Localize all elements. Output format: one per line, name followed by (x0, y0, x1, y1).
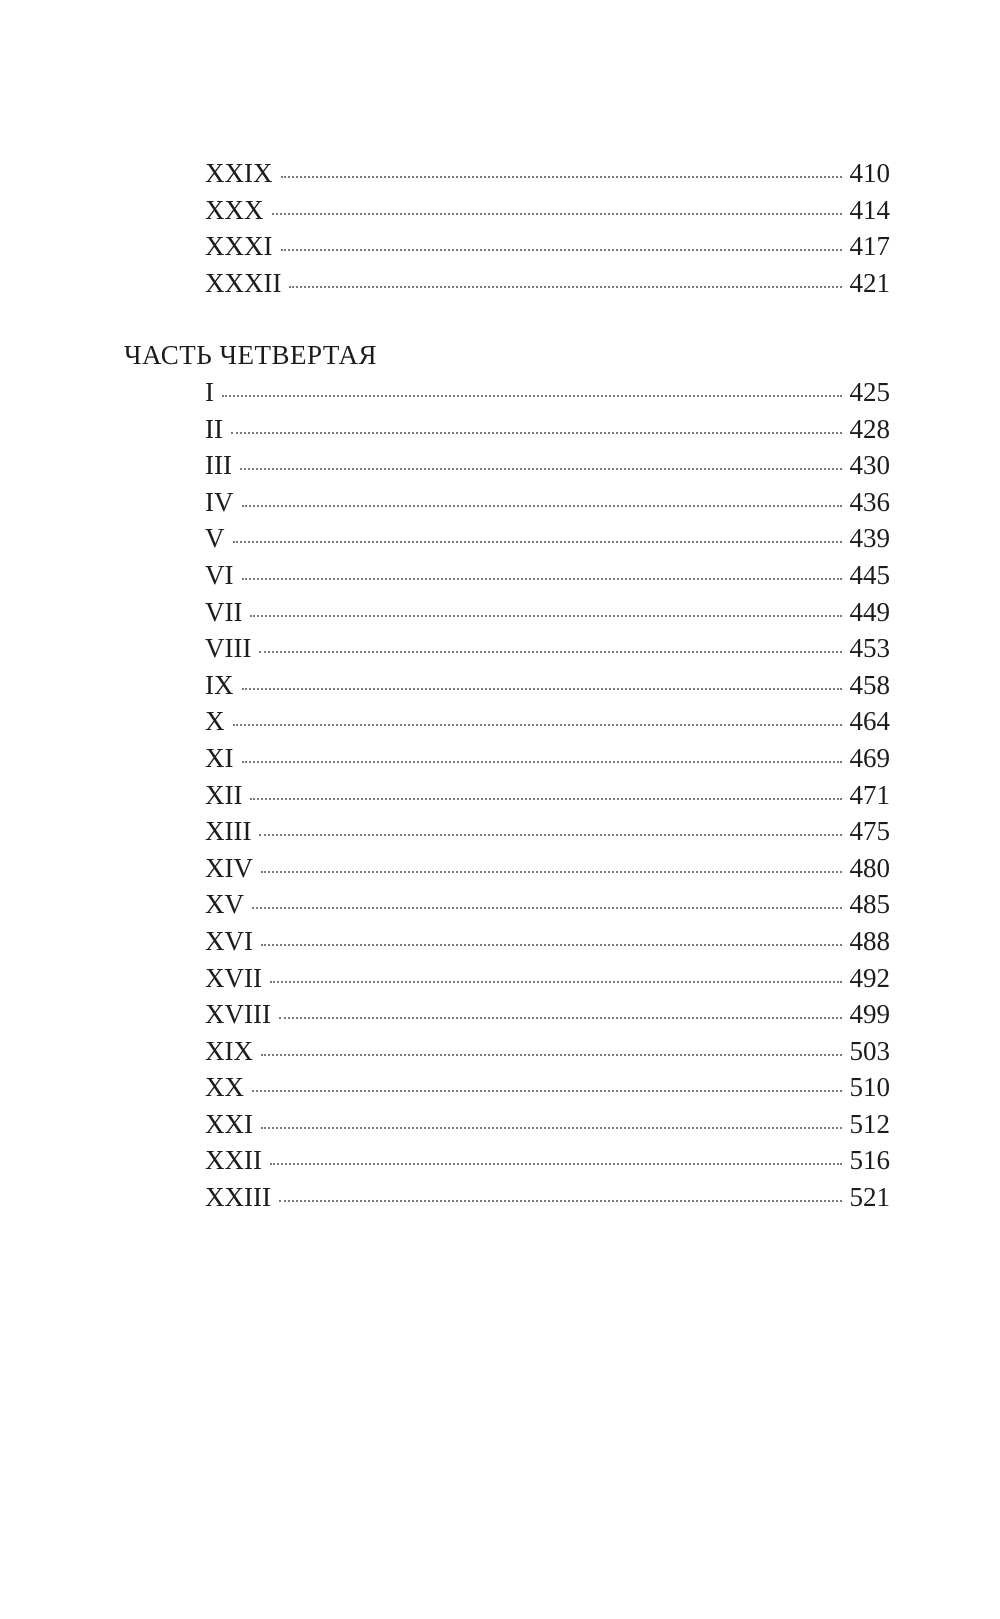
toc-entry (205, 484, 890, 521)
toc-entry (205, 192, 890, 229)
dot-leader (261, 944, 842, 946)
toc-entry-label: VII (205, 596, 243, 627)
toc-entry (205, 1033, 890, 1070)
toc-entry-page: 499 (849, 999, 890, 1030)
toc-entry (205, 813, 890, 850)
dot-leader (279, 1200, 842, 1202)
toc-entry-label: IV (205, 486, 234, 517)
toc-entry (205, 155, 890, 192)
toc-entry-page: 439 (849, 523, 890, 554)
toc-entry-page: 475 (849, 816, 890, 847)
toc-entry-label: XI (205, 742, 234, 773)
toc-entry-page: 510 (849, 1072, 890, 1103)
toc-entry (205, 557, 890, 594)
toc-entry-page: 421 (849, 267, 890, 298)
dot-leader (242, 688, 842, 690)
toc-entry-label: XXI (205, 1108, 253, 1139)
dot-leader (240, 468, 842, 470)
toc-entry (205, 740, 890, 777)
toc-entry-label: XV (205, 889, 244, 920)
toc-entry (205, 520, 890, 557)
toc-entry-label: V (205, 523, 225, 554)
dot-leader (250, 615, 841, 617)
dot-leader (259, 651, 841, 653)
toc-entry-page: 458 (849, 669, 890, 700)
toc-entry-page: 492 (849, 962, 890, 993)
dot-leader (252, 907, 842, 909)
toc-entry (205, 850, 890, 887)
toc-entry (205, 996, 890, 1033)
toc-entry (205, 667, 890, 704)
toc-entry (205, 1142, 890, 1179)
toc-entry-page: 445 (849, 559, 890, 590)
toc-entry-page: 417 (849, 231, 890, 262)
toc-entry-page: 503 (849, 1035, 890, 1066)
toc-entry-label: XXIX (205, 158, 273, 188)
toc-entry-label: XXII (205, 1145, 262, 1176)
dot-leader (261, 871, 842, 873)
dot-leader (289, 286, 841, 288)
toc-entry (205, 777, 890, 814)
dot-leader (231, 432, 842, 434)
toc-entry-label: XXXII (205, 267, 282, 298)
dot-leader (233, 541, 842, 543)
toc-entry-label: VIII (205, 633, 252, 664)
dot-leader (242, 761, 842, 763)
toc-entry-label: II (205, 413, 223, 444)
dot-leader (279, 1017, 842, 1019)
toc-entry (205, 1179, 890, 1216)
toc-entry-label: XXXI (205, 231, 273, 262)
toc-entry (205, 594, 890, 631)
dot-leader (270, 981, 842, 983)
toc-entry (205, 228, 890, 265)
toc-entry (205, 630, 890, 667)
dot-leader (272, 213, 842, 215)
toc-entry-label: XVI (205, 925, 253, 956)
toc-entry (205, 447, 890, 484)
dot-leader (250, 798, 841, 800)
toc-entry-page: 469 (849, 742, 890, 773)
toc-entry-label: III (205, 450, 232, 481)
toc-entry (205, 960, 890, 997)
toc-entry-label: XIII (205, 816, 252, 847)
toc-entry-label: XIX (205, 1035, 253, 1066)
toc-entry-label: XVIII (205, 999, 271, 1030)
toc-entry-page: 410 (849, 158, 890, 188)
dot-leader (242, 578, 842, 580)
toc-entry (205, 374, 890, 411)
toc-continued-list (0, 155, 1000, 301)
toc-entry (205, 265, 890, 302)
toc-entry-page: 488 (849, 925, 890, 956)
toc-entry-label: XXIII (205, 1182, 271, 1213)
dot-leader (242, 505, 842, 507)
dot-leader (261, 1054, 842, 1056)
toc-entry (205, 886, 890, 923)
toc-entry-label: XXX (205, 194, 264, 225)
dot-leader (270, 1163, 842, 1165)
dot-leader (222, 395, 842, 397)
toc-entry-page: 516 (849, 1145, 890, 1176)
dot-leader (252, 1090, 842, 1092)
toc-entry (205, 1069, 890, 1106)
toc-entry-page: 428 (849, 413, 890, 444)
toc-entry-label: XIV (205, 852, 253, 883)
dot-leader (261, 1127, 842, 1129)
toc-entry-label: X (205, 706, 225, 737)
toc-entry (205, 703, 890, 740)
toc-entry-page: 425 (849, 377, 890, 407)
toc-entry-page: 521 (849, 1182, 890, 1213)
toc-entry-label: IX (205, 669, 234, 700)
toc-entry-page: 485 (849, 889, 890, 920)
dot-leader (281, 249, 842, 251)
dot-leader (281, 176, 842, 178)
toc-entry-label: XX (205, 1072, 244, 1103)
toc-entry-page: 436 (849, 486, 890, 517)
toc-entry-page: 464 (849, 706, 890, 737)
toc-entry (205, 923, 890, 960)
toc-entry-page: 414 (849, 194, 890, 225)
toc-entry-page: 471 (849, 779, 890, 810)
part-four-heading: ЧАСТЬ ЧЕТВЕРТАЯ (124, 340, 377, 370)
toc-entry (205, 411, 890, 448)
toc-entry-label: I (205, 377, 214, 407)
dot-leader (259, 834, 841, 836)
toc-part-four-list (0, 374, 1000, 1216)
toc-entry-label: XII (205, 779, 243, 810)
toc-entry-page: 512 (849, 1108, 890, 1139)
toc-entry-page: 480 (849, 852, 890, 883)
toc-entry-page: 430 (849, 450, 890, 481)
toc-entry-page: 453 (849, 633, 890, 664)
toc-entry (205, 1106, 890, 1143)
toc-entry-label: VI (205, 559, 234, 590)
dot-leader (233, 724, 842, 726)
toc-entry-label: XVII (205, 962, 262, 993)
toc-entry-page: 449 (849, 596, 890, 627)
